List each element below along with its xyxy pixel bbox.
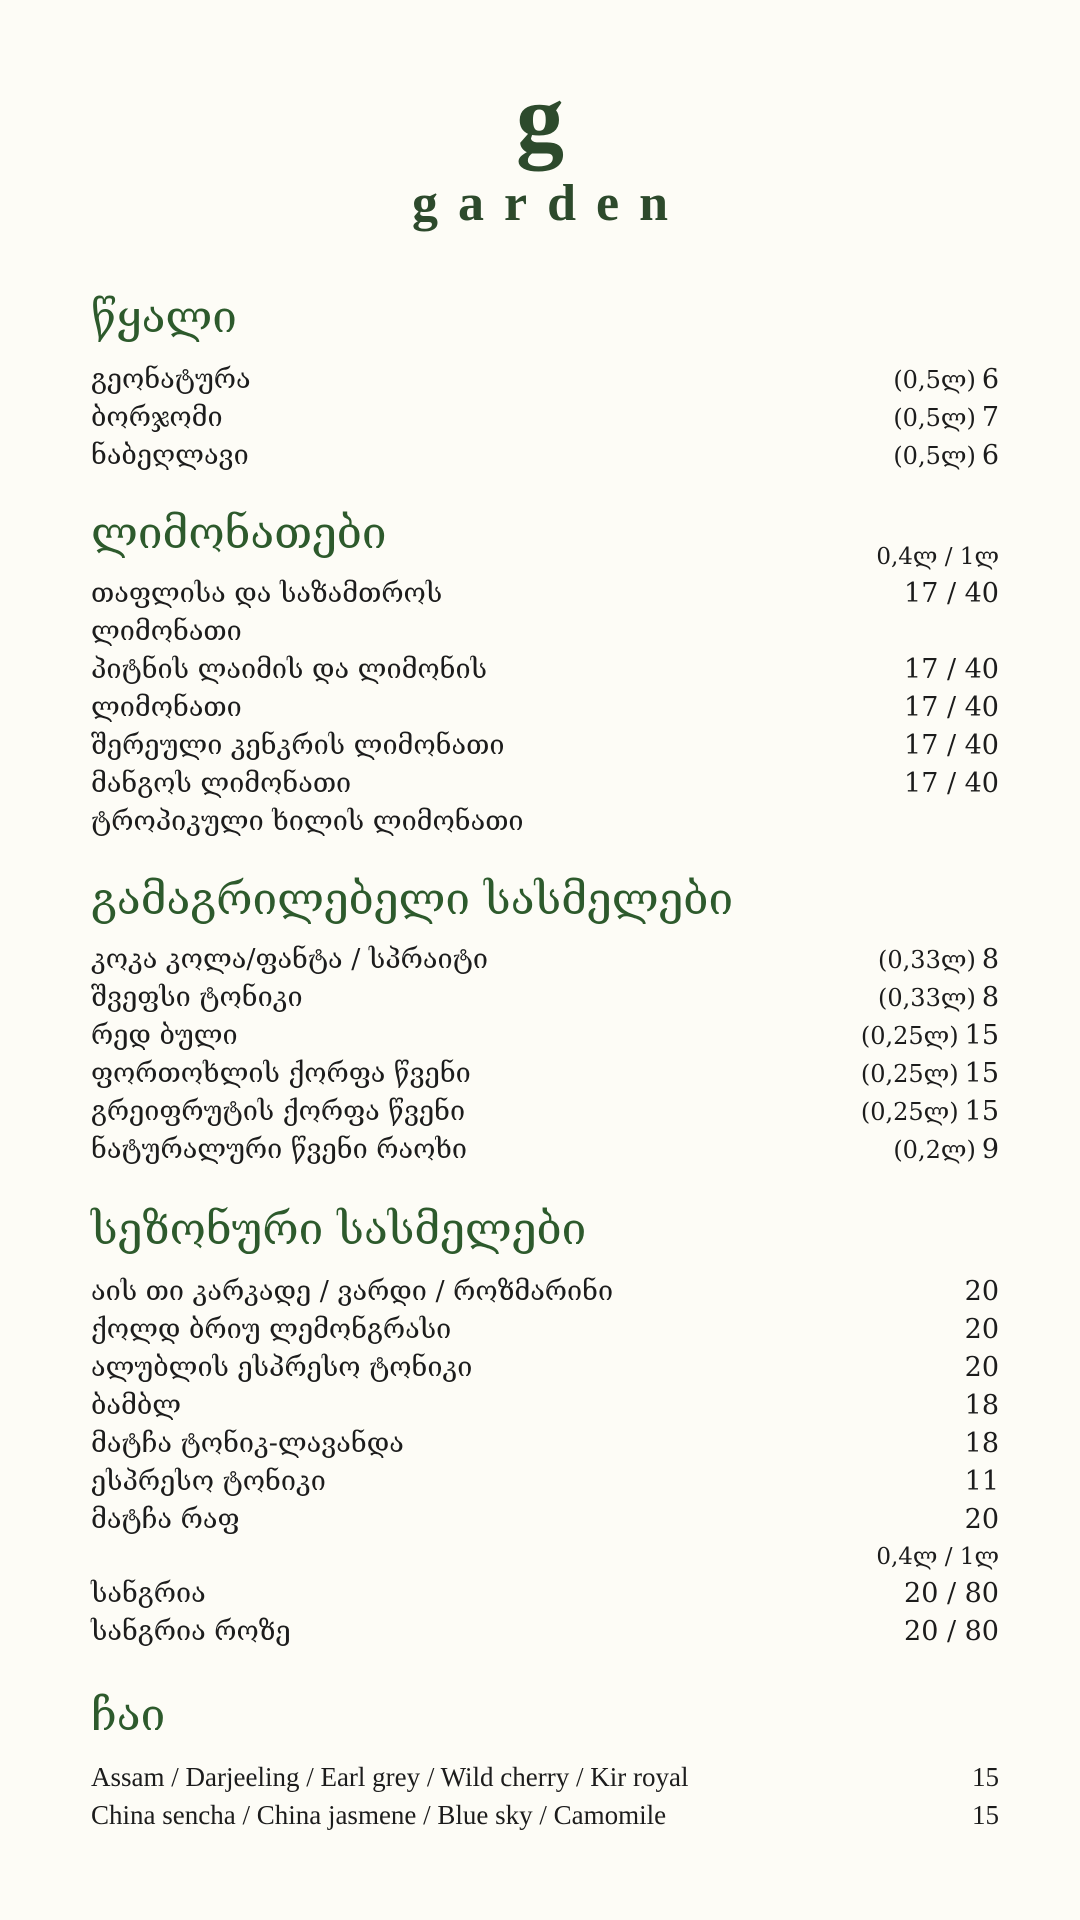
item-price: 15 (972, 1800, 999, 1830)
item-name: ბამბლ (91, 1390, 182, 1421)
item-volume: (0,5ლ) (893, 442, 976, 470)
item-price: 20 (964, 1314, 999, 1345)
item-name: Assam / Darjeeling / Earl grey / Wild cherry / Kir royal (91, 1762, 689, 1792)
item-price: 6 (981, 440, 999, 471)
item-price: 17 / 40 (904, 692, 999, 723)
item-price: 15 (964, 1020, 999, 1051)
item-name: ნაბეღლავი (91, 440, 249, 471)
menu-item (91, 578, 999, 616)
item-price: 9 (981, 1134, 999, 1165)
item-price: 7 (981, 402, 999, 433)
menu-item (91, 1466, 999, 1504)
item-name: ალუბლის ესპრესო ტონიკი (91, 1352, 473, 1383)
item-name: მატჩა ტონიკ-ლავანდა (91, 1428, 404, 1459)
size-header: 0,4ლ / 1ლ (876, 544, 999, 570)
item-price: 17 / 40 (904, 768, 999, 799)
item-name: ლიმონათი (91, 692, 242, 723)
item-name: China sencha / China jasmene / Blue sky / Camomile (91, 1800, 667, 1830)
item-price: 17 / 40 (904, 730, 999, 761)
logo-wordmark: garden (412, 175, 688, 232)
menu-item (91, 730, 999, 768)
item-name: ქოლდ ბრიუ ლემონგრასი (91, 1314, 452, 1345)
item-name: ტროპიკული ხილის ლიმონათი (91, 806, 524, 837)
item-volume: (0,25ლ) (860, 1098, 959, 1126)
item-name: რედ ბული (91, 1020, 238, 1051)
section-title-soft-drinks: გამაგრილებელი სასმელები (91, 874, 734, 925)
menu-item (91, 1096, 999, 1134)
item-name: შვეფსი ტონიკი (91, 982, 303, 1013)
item-price: 17 / 40 (904, 578, 999, 609)
item-volume: (0,5ლ) (893, 404, 976, 432)
menu-item (91, 1352, 999, 1390)
item-name: მატჩა რაფ (91, 1504, 240, 1535)
menu-item (91, 654, 999, 692)
menu-item (91, 1314, 999, 1352)
item-name: შერეული კენკრის ლიმონათი (91, 730, 505, 761)
menu-item (91, 440, 999, 478)
item-price: 20 / 80 (904, 1578, 999, 1609)
section-title-water: წყალი (91, 292, 237, 343)
item-name: აის თი კარკადე / ვარდი / როზმარინი (91, 1276, 614, 1307)
item-price: 15 (964, 1058, 999, 1089)
item-price: 20 (964, 1352, 999, 1383)
menu-item (91, 1390, 999, 1428)
menu-item (91, 1020, 999, 1058)
section-title-lemonades: ლიმონათები (91, 508, 387, 559)
item-name: გეონატურა (91, 364, 251, 395)
item-name: კოკა კოლა/ფანტა / სპრაიტი (91, 944, 488, 975)
item-price: 18 (964, 1428, 999, 1459)
menu-item (91, 692, 999, 730)
item-price: 20 (964, 1504, 999, 1535)
item-name: ესპრესო ტონიკი (91, 1466, 326, 1497)
item-price: 11 (964, 1466, 999, 1497)
section-title-tea: ჩაი (91, 1690, 166, 1741)
item-price: 15 (972, 1762, 999, 1792)
item-price: 20 / 80 (904, 1616, 999, 1647)
item-name: თაფლისა და საზამთროს (91, 578, 443, 609)
item-name: გრეიფრუტის ქორფა წვენი (91, 1096, 466, 1127)
menu-item (91, 982, 999, 1020)
item-price: 17 / 40 (904, 654, 999, 685)
item-volume: (0,25ლ) (860, 1022, 959, 1050)
item-volume: (0,33ლ) (878, 984, 976, 1012)
menu-item (91, 768, 999, 806)
menu-item (91, 1504, 999, 1542)
logo-mark: g (516, 64, 564, 171)
menu-item (91, 364, 999, 402)
menu-item (91, 944, 999, 982)
section-title-seasonal: სეზონური სასმელები (91, 1204, 587, 1255)
item-price: 6 (981, 364, 999, 395)
item-volume: (0,33ლ) (878, 946, 976, 974)
item-name: ლიმონათი (91, 616, 242, 647)
item-volume: (0,5ლ) (893, 366, 976, 394)
item-volume: (0,2ლ) (893, 1136, 976, 1164)
menu-item (91, 1276, 999, 1314)
item-name: ბორჯომი (91, 402, 223, 433)
item-name: ნატურალური წვენი რაოხი (91, 1134, 467, 1165)
menu-item (91, 806, 999, 844)
item-name: სანგრია (91, 1578, 206, 1609)
menu-item (91, 1134, 999, 1172)
item-price: 15 (964, 1096, 999, 1127)
size-header: 0,4ლ / 1ლ (876, 1544, 999, 1570)
menu-item (91, 1058, 999, 1096)
item-name: მანგოს ლიმონათი (91, 768, 352, 799)
menu-item (91, 1616, 999, 1654)
item-price: 20 (964, 1276, 999, 1307)
item-name: სანგრია როზე (91, 1616, 291, 1647)
item-volume: (0,25ლ) (860, 1060, 959, 1088)
menu-item (91, 1800, 999, 1838)
menu-item (91, 1428, 999, 1466)
item-name: ფორთოხლის ქორფა წვენი (91, 1058, 471, 1089)
menu-item (91, 616, 999, 654)
menu-item (91, 402, 999, 440)
menu-item (91, 1762, 999, 1800)
item-name: პიტნის ლაიმის და ლიმონის (91, 654, 487, 685)
item-price: 8 (981, 982, 999, 1013)
logo (0, 64, 1080, 233)
item-price: 8 (981, 944, 999, 975)
menu-item (91, 1578, 999, 1616)
item-price: 18 (964, 1390, 999, 1421)
